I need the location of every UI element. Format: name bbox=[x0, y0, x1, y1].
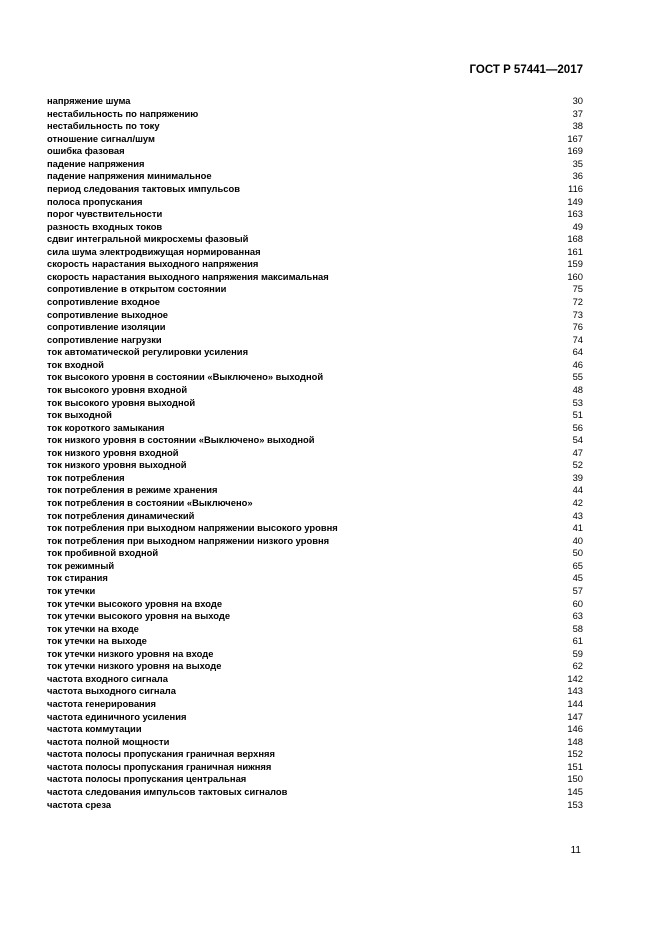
index-term: ток утечки низкого уровня на выходе bbox=[47, 660, 222, 672]
index-page-ref: 160 bbox=[567, 270, 583, 282]
index-term: частота полной мощности bbox=[47, 735, 170, 747]
index-term: ток утечки bbox=[47, 584, 96, 596]
index-term: порог чувствительности bbox=[47, 208, 163, 220]
index-entry bbox=[47, 585, 583, 598]
index-term: сопротивление в открытом состоянии bbox=[47, 283, 227, 295]
index-term: полоса пропускания bbox=[47, 195, 143, 207]
index-entry bbox=[47, 120, 583, 133]
index-page-ref: 144 bbox=[567, 698, 583, 709]
index-entry bbox=[47, 434, 583, 447]
index-term: ток утечки на входе bbox=[47, 622, 139, 634]
index-page-ref: 142 bbox=[567, 672, 583, 684]
index-page-ref: 54 bbox=[572, 434, 583, 446]
index-entry bbox=[47, 258, 583, 271]
index-page-ref: 75 bbox=[572, 283, 583, 295]
index-page-ref: 143 bbox=[567, 685, 583, 697]
index-entry bbox=[47, 359, 583, 372]
index-entry bbox=[47, 246, 583, 259]
index-page-ref: 147 bbox=[567, 710, 583, 722]
index-term: разность входных токов bbox=[47, 220, 163, 232]
index-entry bbox=[47, 761, 583, 774]
index-page-ref: 57 bbox=[572, 584, 583, 596]
index-page-ref: 38 bbox=[572, 120, 583, 132]
index-term: частота полосы пропускания центральная bbox=[47, 773, 247, 785]
index-term: ток высокого уровня входной bbox=[47, 383, 188, 395]
index-entry bbox=[47, 183, 583, 196]
index-entry bbox=[47, 773, 583, 786]
index-entry bbox=[47, 572, 583, 585]
index-term: ток автоматической регулировки усиления bbox=[47, 346, 249, 358]
index-term: частота коммутации bbox=[47, 723, 142, 735]
index-page-ref: 153 bbox=[567, 798, 583, 810]
index-term: ток пробивной входной bbox=[47, 547, 159, 559]
index-term: ошибка фазовая bbox=[47, 145, 125, 157]
index-entry bbox=[47, 535, 583, 548]
index-entry bbox=[47, 799, 583, 812]
index-term: ток стирания bbox=[47, 572, 108, 584]
index-term: сопротивление выходное bbox=[47, 308, 169, 320]
index-page-ref: 50 bbox=[572, 547, 583, 559]
index-page-ref: 65 bbox=[572, 559, 583, 571]
index-term: частота следования импульсов тактовых сигналов bbox=[47, 785, 288, 797]
index-entry bbox=[47, 397, 583, 410]
index-page-ref: 149 bbox=[567, 195, 583, 207]
index-entry bbox=[47, 698, 583, 711]
index-page-ref: 36 bbox=[572, 170, 583, 182]
index-term: частота входного сигнала bbox=[47, 672, 168, 684]
index-page-ref: 41 bbox=[572, 522, 583, 534]
index-page-ref: 35 bbox=[572, 157, 583, 169]
index-term: ток потребления при выходном напряжении высокого уровня bbox=[47, 522, 338, 534]
index-term: сопротивление изоляции bbox=[47, 321, 166, 333]
index-term: сопротивление входное bbox=[47, 296, 161, 307]
index-term: ток потребления в состоянии «Выключено» bbox=[47, 497, 253, 508]
index-page-ref: 45 bbox=[572, 572, 583, 584]
index-term: падение напряжения минимальное bbox=[47, 170, 212, 182]
index-term: частота единичного усиления bbox=[47, 710, 187, 722]
index-page-ref: 64 bbox=[572, 346, 583, 358]
index-term: частота среза bbox=[47, 798, 112, 810]
index-entry bbox=[47, 484, 583, 497]
index-page-ref: 47 bbox=[572, 446, 583, 458]
index-term: нестабильность по току bbox=[47, 120, 160, 132]
index-page-ref: 40 bbox=[572, 534, 583, 546]
index-page-ref: 161 bbox=[567, 245, 583, 257]
index-page-ref: 76 bbox=[572, 321, 583, 333]
index-page-ref: 52 bbox=[572, 459, 583, 471]
index-term: ток утечки высокого уровня на входе bbox=[47, 597, 223, 609]
index-term: ток потребления динамический bbox=[47, 509, 195, 521]
page-number: 11 bbox=[570, 845, 581, 856]
index-entry bbox=[47, 623, 583, 636]
index-term: ток потребления при выходном напряжении низкого уровня bbox=[47, 534, 330, 546]
index-term: ток утечки низкого уровня на входе bbox=[47, 647, 214, 659]
index-term: ток высокого уровня в состоянии «Выключено» выходной bbox=[47, 371, 324, 383]
index-entry bbox=[47, 736, 583, 749]
index-page-ref: 168 bbox=[567, 233, 583, 245]
index-page-ref: 44 bbox=[572, 484, 583, 496]
index-page-ref: 59 bbox=[572, 647, 583, 659]
index-entry bbox=[47, 108, 583, 121]
index-entry bbox=[47, 196, 583, 209]
index-page-ref: 39 bbox=[572, 471, 583, 483]
index-entry bbox=[47, 384, 583, 397]
standard-header: ГОСТ Р 57441—2017 bbox=[469, 64, 583, 76]
index-term: ток утечки на выходе bbox=[47, 635, 147, 647]
index-term: падение напряжения bbox=[47, 157, 145, 169]
index-entry bbox=[47, 610, 583, 623]
index-entry bbox=[47, 685, 583, 698]
index-page-ref: 61 bbox=[572, 635, 583, 647]
index-page-ref: 58 bbox=[572, 622, 583, 634]
index-entry bbox=[47, 296, 583, 309]
index-page-ref: 163 bbox=[567, 208, 583, 220]
index-term: отношение сигнал/шум bbox=[47, 132, 155, 144]
index-page-ref: 72 bbox=[572, 296, 583, 307]
index-term: напряжение шума bbox=[47, 95, 131, 106]
index-entry bbox=[47, 334, 583, 347]
index-term: ток утечки высокого уровня на выходе bbox=[47, 610, 231, 622]
index-page-ref: 146 bbox=[567, 723, 583, 735]
index-page-ref: 167 bbox=[567, 132, 583, 144]
index-page-ref: 116 bbox=[568, 182, 583, 194]
index-entry bbox=[47, 472, 583, 485]
index-page-ref: 73 bbox=[572, 308, 583, 320]
index-page-ref: 74 bbox=[572, 333, 583, 345]
index-page-ref: 150 bbox=[567, 773, 583, 785]
index-page-ref: 46 bbox=[572, 358, 583, 370]
index-page-ref: 43 bbox=[572, 509, 583, 521]
index-page-ref: 145 bbox=[567, 785, 583, 797]
index-page-ref: 159 bbox=[567, 258, 583, 270]
index-term: ток входной bbox=[47, 358, 104, 370]
index-page-ref: 37 bbox=[572, 107, 583, 119]
index-term: период следования тактовых импульсов bbox=[47, 182, 240, 194]
index-term: скорость нарастания выходного напряжения максимальная bbox=[47, 270, 329, 282]
index-term: сдвиг интегральной микросхемы фазовый bbox=[47, 233, 249, 245]
index-entry bbox=[47, 158, 583, 171]
index-page-ref: 148 bbox=[567, 735, 583, 747]
index-page-ref: 55 bbox=[572, 371, 583, 383]
index-term: сопротивление нагрузки bbox=[47, 333, 162, 345]
index-entry bbox=[47, 635, 583, 648]
index-entry bbox=[47, 170, 583, 183]
index-term: скорость нарастания выходного напряжения bbox=[47, 258, 259, 270]
index-entry bbox=[47, 221, 583, 234]
index-page-ref: 51 bbox=[572, 409, 583, 421]
index-term: нестабильность по напряжению bbox=[47, 107, 199, 119]
index-entry bbox=[47, 459, 583, 472]
index-entry bbox=[47, 447, 583, 460]
index-entry bbox=[47, 497, 583, 510]
index-page-ref: 49 bbox=[572, 220, 583, 232]
index-page-ref: 151 bbox=[567, 760, 583, 772]
index-entry bbox=[47, 271, 583, 284]
index-entry bbox=[47, 95, 583, 108]
index-page-ref: 48 bbox=[572, 383, 583, 395]
index-term: частота выходного сигнала bbox=[47, 685, 176, 697]
index-page-ref: 30 bbox=[572, 95, 583, 106]
index-entry bbox=[47, 547, 583, 560]
index-term: ток потребления в режиме хранения bbox=[47, 484, 218, 496]
index-entry bbox=[47, 598, 583, 611]
index-term: ток высокого уровня выходной bbox=[47, 396, 196, 408]
index-page-ref: 63 bbox=[572, 610, 583, 622]
index-entry bbox=[47, 560, 583, 573]
index-page-ref: 60 bbox=[572, 597, 583, 609]
index-entry bbox=[47, 208, 583, 221]
index-entry bbox=[47, 346, 583, 359]
index-page-ref: 62 bbox=[572, 660, 583, 672]
index-term: частота полосы пропускания граничная верхняя bbox=[47, 748, 275, 760]
index-term: ток режимный bbox=[47, 559, 115, 571]
index-entry bbox=[47, 786, 583, 799]
index-page-ref: 56 bbox=[572, 421, 583, 433]
index-entry bbox=[47, 145, 583, 158]
index-page-ref: 152 bbox=[567, 748, 583, 760]
index-entry bbox=[47, 133, 583, 146]
index-term: ток потребления bbox=[47, 471, 125, 483]
index-page-ref: 169 bbox=[567, 145, 583, 157]
index-term: частота генерирования bbox=[47, 698, 156, 709]
index-term: ток выходной bbox=[47, 409, 112, 421]
index-entry bbox=[47, 309, 583, 322]
index-entry bbox=[47, 371, 583, 384]
index-page-ref: 53 bbox=[572, 396, 583, 408]
index-entry bbox=[47, 409, 583, 422]
index-entry bbox=[47, 723, 583, 736]
index-entry bbox=[47, 522, 583, 535]
index-term: сила шума электродвижущая нормированная bbox=[47, 245, 261, 257]
index-term: ток низкого уровня входной bbox=[47, 446, 179, 458]
index-entry bbox=[47, 673, 583, 686]
index-term: ток низкого уровня в состоянии «Выключено» выходной bbox=[47, 434, 315, 446]
index-entry bbox=[47, 321, 583, 334]
index-page-ref: 42 bbox=[572, 497, 583, 508]
term-index-list bbox=[47, 95, 583, 811]
index-term: частота полосы пропускания граничная нижняя bbox=[47, 760, 272, 772]
index-entry bbox=[47, 283, 583, 296]
index-entry bbox=[47, 711, 583, 724]
index-term: ток короткого замыкания bbox=[47, 421, 165, 433]
index-entry bbox=[47, 233, 583, 246]
index-entry bbox=[47, 422, 583, 435]
index-entry bbox=[47, 510, 583, 523]
index-entry bbox=[47, 648, 583, 661]
index-entry bbox=[47, 660, 583, 673]
index-term: ток низкого уровня выходной bbox=[47, 459, 187, 471]
index-entry bbox=[47, 748, 583, 761]
